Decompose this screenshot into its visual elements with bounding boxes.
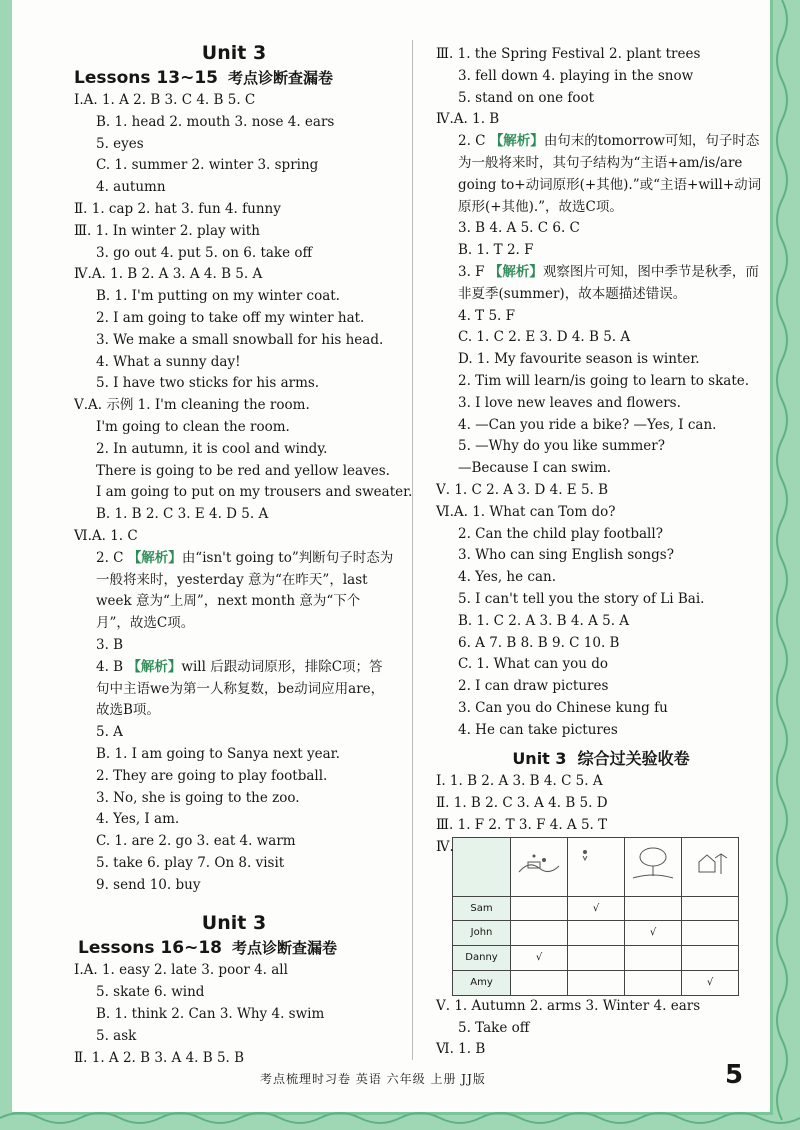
grid-cell: [625, 896, 682, 921]
answer-line: 6. A 7. B 8. B 9. C 10. B: [458, 634, 620, 651]
grid-cell: [682, 921, 739, 946]
row-name: Sam: [453, 896, 511, 921]
answer-line: 4. He can take pictures: [458, 721, 618, 738]
answer-line: 5. stand on one foot: [458, 89, 595, 106]
answer-line: Ⅴ.A. 示例 1. I'm cleaning the room.: [74, 397, 310, 414]
explanation-item: [74, 548, 394, 635]
answer-line: 5. take 6. play 7. On 8. visit: [96, 854, 285, 871]
answer-line: B. 1. head 2. mouth 3. nose 4. ears: [96, 113, 335, 130]
answer-number: 2. C: [458, 133, 486, 150]
explanation-item: [74, 657, 394, 722]
answer-line: C. 1. summer 2. winter 3. spring: [96, 157, 319, 174]
explanation-text: will 后跟动词原形，排除C项；答句中主语we为第一人称复数，be动词应用are，故选B项。: [96, 658, 385, 719]
spring-scene-icon: [571, 842, 621, 882]
answer-line: Ⅱ. 1. B 2. C 3. A 4. B 5. D: [436, 795, 608, 812]
grid-row: [453, 921, 739, 946]
answer-line: 4. —Can you ride a bike? —Yes, I can.: [458, 416, 717, 433]
answer-line: 5. A: [96, 724, 123, 741]
column-divider: [412, 40, 413, 1060]
analysis-tag: 【解析】: [127, 658, 182, 675]
answer-line: Ⅲ. 1. In winter 2. play with: [74, 222, 260, 239]
analysis-tag: 【解析】: [127, 549, 182, 566]
explanation-text: 由“isn't going to”判断句子时态为一般将来时，yesterday 意为“在昨天”，last week 意为“上周”，next month 意为“下个月”，故选C项。: [96, 549, 394, 632]
answer-line: Ⅲ. 1. the Spring Festival 2. plant trees: [436, 46, 701, 62]
answer-line: 4. Yes, I am.: [96, 811, 180, 828]
wave-border-bottom: [0, 1100, 800, 1130]
answer-line: —Because I can swim.: [458, 460, 612, 477]
answer-line: I am going to put on my trousers and sweater.: [96, 484, 413, 501]
answer-line: I'm going to clean the room.: [96, 418, 290, 435]
picture-cell: [682, 837, 739, 896]
answer-line: Ⅵ.A. 1. What can Tom do?: [436, 503, 616, 520]
answer-line: B. 1. I'm putting on my winter coat.: [96, 288, 340, 305]
answer-line: 2. Tim will learn/is going to learn to skate.: [458, 372, 750, 389]
tree-scene-icon: [628, 842, 678, 882]
answer-line: 5. —Why do you like summer?: [458, 438, 665, 455]
answer-line: Ⅴ. 1. C 2. A 3. D 4. E 5. B: [436, 481, 609, 498]
answer-line: 2. I can draw pictures: [458, 678, 609, 695]
answer-page: [12, 0, 773, 1115]
answer-line: 4. What a sunny day!: [96, 353, 241, 370]
answer-line: D. 1. My favourite season is winter.: [458, 351, 700, 368]
left-column: [74, 38, 413, 1069]
answer-line: 3. I love new leaves and flowers.: [458, 394, 681, 411]
answer-line: 5. skate 6. wind: [96, 984, 205, 1001]
answer-line: 3. B 4. A 5. C 6. C: [458, 220, 580, 237]
answer-line: 5. ask: [96, 1027, 137, 1044]
answer-line: 3. fell down 4. playing in the snow: [458, 67, 694, 84]
section-subtitle: 综合过关验收卷: [577, 748, 690, 768]
answer-line: 2. They are going to play football.: [96, 767, 328, 784]
unit-title-a: Unit 3: [201, 42, 267, 64]
grid-cell: [511, 971, 568, 996]
answer-number: 3. F: [458, 263, 485, 280]
picture-cell: [625, 837, 682, 896]
answer-line: 3. B: [96, 636, 124, 653]
answer-line: B. 1. think 2. Can 3. Why 4. swim: [96, 1006, 325, 1023]
section-title: [436, 748, 766, 770]
analysis-tag: 【解析】: [488, 263, 543, 280]
answer-line: 5. I have two sticks for his arms.: [96, 375, 320, 392]
grid-cell: [568, 921, 625, 946]
answer-line: There is going to be red and yellow leaves.: [96, 462, 390, 479]
lesson-subtitle-b: 考点诊断查漏卷: [231, 939, 337, 958]
lesson-subtitle-a: 考点诊断查漏卷: [227, 69, 333, 87]
grid-cell: √: [568, 896, 625, 921]
answer-line: B. 1. T 2. F: [458, 242, 534, 259]
answer-line: 5. I can't tell you the story of Li Bai.: [458, 590, 705, 607]
answer-grid: [452, 837, 739, 996]
lesson-range-b: Lessons 16~18: [78, 938, 222, 959]
answer-line: 2. I am going to take off my winter hat.: [96, 309, 365, 326]
answer-line: 4. Yes, he can.: [458, 569, 556, 586]
answer-line: 9. send 10. buy: [96, 876, 201, 893]
section-unit: Unit 3: [512, 748, 567, 768]
grid-row: [453, 896, 739, 921]
grid-cell: √: [625, 921, 682, 946]
unit-title-b: Unit 3: [201, 912, 267, 935]
answer-line: 5. Take off: [458, 1019, 530, 1036]
answers-block-a: [74, 90, 413, 896]
picture-cell: [568, 837, 625, 896]
snow-scene-icon: [514, 842, 564, 882]
grid-cell: [568, 946, 625, 971]
answer-line: Ⅳ.A. 1. B: [436, 111, 500, 128]
answer-number: 4. B: [96, 658, 124, 675]
grid-row: [453, 946, 739, 971]
answer-line: 3. No, she is going to the zoo.: [96, 789, 300, 806]
answer-line: 3. go out 4. put 5. on 6. take off: [96, 244, 313, 261]
page-number: 5: [725, 1060, 744, 1090]
lesson-title-b: [74, 936, 394, 960]
grid-cell: [625, 946, 682, 971]
grid-corner: [453, 837, 511, 896]
answer-line: 3. We make a small snowball for his head.: [96, 331, 384, 348]
footer-text: 考点梳理时习卷 英语 六年级 上册 JJ版: [260, 1072, 486, 1086]
answer-line: Ⅱ. 1. A 2. B 3. A 4. B 5. B: [74, 1049, 245, 1066]
answer-line: Ⅵ.A. 1. C: [74, 527, 138, 544]
explanation-text: 观察图片可知，图中季节是秋季，而非夏季(summer)，故本题描述错误。: [458, 263, 759, 302]
answer-line: 2. In autumn, it is cool and windy.: [96, 440, 328, 457]
answer-line: Ⅰ.A. 1. easy 2. late 3. poor 4. all: [74, 962, 288, 979]
answer-line: Ⅰ.A. 1. A 2. B 3. C 4. B 5. C: [74, 92, 256, 108]
grid-cell: √: [511, 946, 568, 971]
analysis-tag: 【解析】: [489, 133, 544, 150]
answer-line: Ⅲ. 1. F 2. T 3. F 4. A 5. T: [436, 816, 608, 833]
answer-line: 3. Can you do Chinese kung fu: [458, 699, 668, 716]
house-scene-icon: [685, 842, 735, 882]
grid-cell: [625, 971, 682, 996]
explanation-text: 由句末的tomorrow可知，句子时态为一般将来时，其句子结构为“主语+am/is/are going to+动词原形(+其他).”或“主语+will+动词原形(+其他).”，故选C项。: [458, 133, 762, 215]
explanation-item: [436, 131, 766, 218]
answers-block-c: [74, 960, 394, 1069]
answer-line: 4. autumn: [96, 179, 166, 196]
answer-line: B. 1. C 2. A 3. B 4. A 5. A: [458, 612, 630, 629]
grid-cell: [682, 946, 739, 971]
answer-line: Ⅵ. 1. B: [436, 1041, 486, 1058]
answer-line: C. 1. are 2. go 3. eat 4. warm: [96, 833, 296, 850]
answer-line: 3. Who can sing English songs?: [458, 547, 674, 564]
grid-cell: [568, 971, 625, 996]
answer-line: Ⅴ. 1. Autumn 2. arms 3. Winter 4. ears: [436, 997, 701, 1014]
answer-line: B. 1. I am going to Sanya next year.: [96, 745, 340, 762]
table-question: [436, 837, 766, 996]
grid-cell: [682, 896, 739, 921]
row-name: Danny: [453, 946, 511, 971]
answer-line: C. 1. C 2. E 3. D 4. B 5. A: [458, 329, 631, 346]
lesson-range-a: Lessons 13~15: [74, 68, 218, 88]
grid-cell: √: [682, 971, 739, 996]
answer-line: Ⅳ.A. 1. B 2. A 3. A 4. B 5. A: [74, 266, 263, 283]
row-name: Amy: [453, 971, 511, 996]
wave-border-right: [770, 0, 800, 1130]
grid-cell: [511, 896, 568, 921]
answer-line: B. 1. B 2. C 3. E 4. D 5. A: [96, 506, 269, 523]
grid-cell: [511, 921, 568, 946]
answer-line: Ⅱ. 1. cap 2. hat 3. fun 4. funny: [74, 200, 281, 217]
answer-line: C. 1. What can you do: [458, 656, 609, 673]
lesson-title-a: [74, 66, 394, 90]
answer-number: 2. C: [96, 549, 124, 566]
table-label: Ⅳ.: [436, 838, 454, 855]
row-name: John: [453, 921, 511, 946]
grid-row: [453, 971, 739, 996]
answer-line: 4. T 5. F: [458, 307, 516, 324]
explanation-item: [436, 262, 766, 306]
answer-line: 5. eyes: [96, 135, 144, 152]
right-column: [436, 44, 766, 1061]
picture-cell: [511, 837, 568, 896]
answer-line: Ⅰ. 1. B 2. A 3. B 4. C 5. A: [436, 773, 603, 790]
answer-line: 2. Can the child play football?: [458, 525, 663, 542]
